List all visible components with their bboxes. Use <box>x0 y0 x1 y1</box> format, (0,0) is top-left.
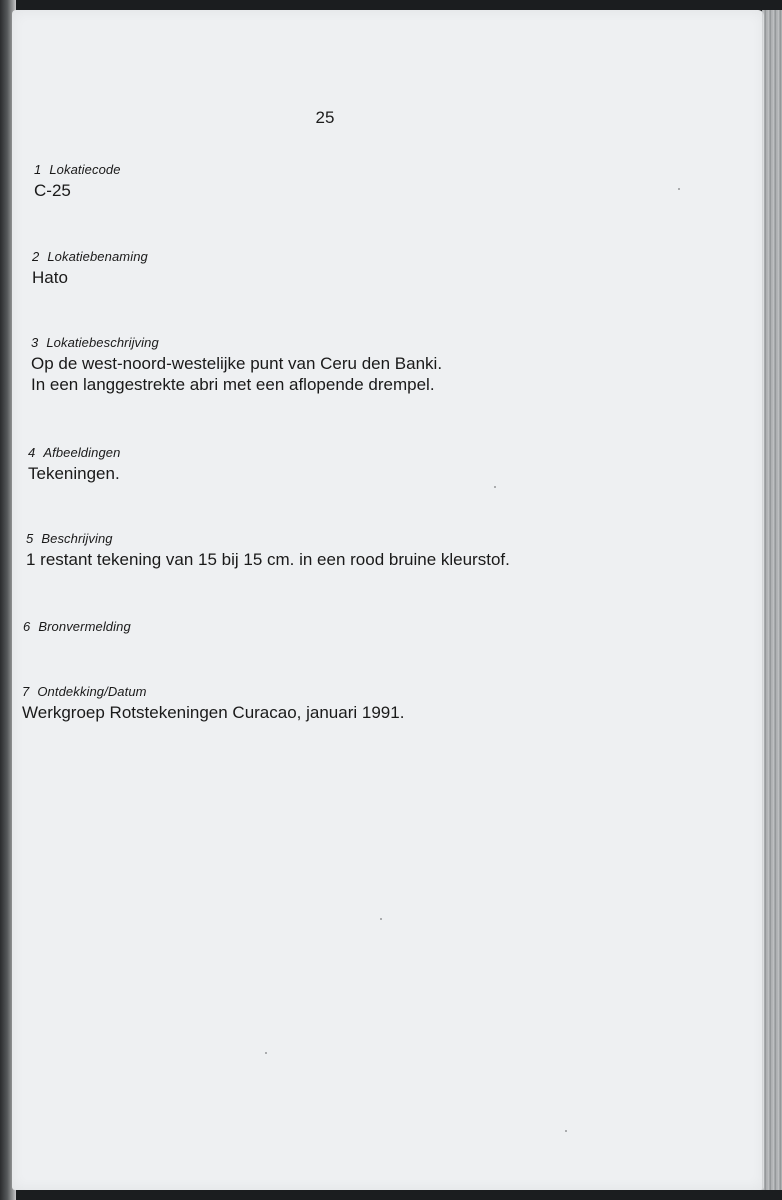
field-value-line: Tekeningen. <box>28 464 120 483</box>
field-label-text: Lokatiecode <box>49 162 121 177</box>
field-value <box>32 267 148 288</box>
field-number: 7 <box>22 684 30 699</box>
field-value-line: 1 restant tekening van 15 bij 15 cm. in een rood bruine kleurstof. <box>26 550 510 569</box>
field-label-text: Beschrijving <box>41 531 113 546</box>
field-label <box>32 249 148 264</box>
field-label <box>23 619 131 634</box>
field-lokatiebenaming <box>32 249 148 288</box>
page-number: 25 <box>315 108 335 127</box>
field-value <box>26 549 510 570</box>
field-label-text: Lokatiebenaming <box>47 249 148 264</box>
field-value-line: C-25 <box>34 181 71 200</box>
field-label-text: Bronvermelding <box>38 619 131 634</box>
field-label-text: Ontdekking/Datum <box>37 684 147 699</box>
field-value <box>31 353 442 395</box>
field-value-line: Werkgroep Rotstekeningen Curacao, januari 1991. <box>22 703 405 722</box>
field-lokatiebeschrijving <box>31 335 442 395</box>
field-beschrijving <box>26 531 510 570</box>
scan-speck <box>565 1130 567 1132</box>
field-bronvermelding <box>23 619 131 637</box>
field-label <box>34 162 121 177</box>
field-lokatiecode <box>34 162 121 201</box>
field-number: 2 <box>32 249 40 264</box>
field-number: 6 <box>23 619 31 634</box>
field-label <box>26 531 510 546</box>
page-stack-edge <box>762 10 782 1190</box>
field-value <box>22 702 404 723</box>
field-value-line: Hato <box>32 268 68 287</box>
field-label <box>22 684 404 699</box>
field-value-line: Op de west-noord-westelijke punt van Ceru den Banki. <box>31 354 443 373</box>
field-label <box>28 445 120 460</box>
field-afbeeldingen <box>28 445 120 484</box>
scan-speck <box>265 1052 267 1054</box>
field-number: 3 <box>31 335 39 350</box>
field-value <box>34 180 121 201</box>
field-label-text: Afbeeldingen <box>43 445 121 460</box>
field-ontdekking-datum <box>22 684 404 723</box>
field-value <box>28 463 120 484</box>
field-label <box>31 335 442 350</box>
field-number: 5 <box>26 531 34 546</box>
scan-speck <box>380 918 382 920</box>
field-number: 4 <box>28 445 36 460</box>
field-number: 1 <box>34 162 42 177</box>
scan-speck <box>494 486 496 488</box>
page-sheet <box>12 10 764 1190</box>
scan-speck <box>678 188 680 190</box>
field-label-text: Lokatiebeschrijving <box>46 335 159 350</box>
field-value-line: In een langgestrekte abri met een aflopende drempel. <box>31 375 435 394</box>
